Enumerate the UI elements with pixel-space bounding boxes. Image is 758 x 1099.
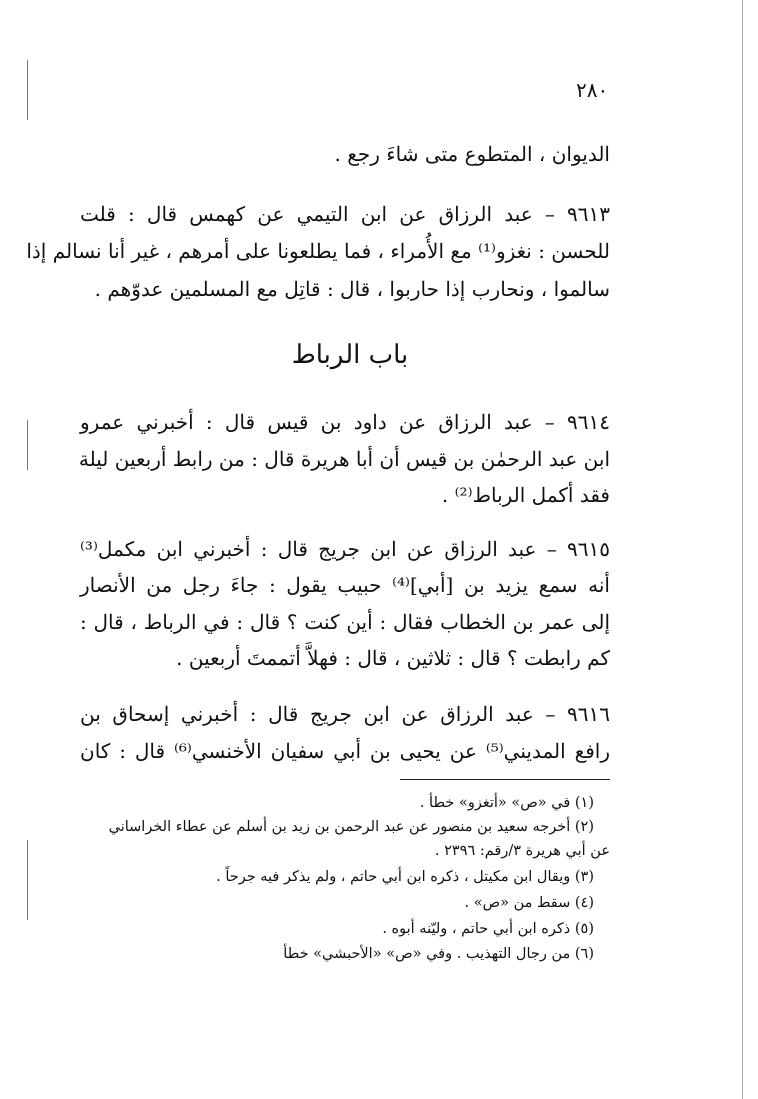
scan-edge-left-3 [27,840,28,920]
footnote-2: (٢) أخرجه سعيد بن منصور عن عبد الرحمن بن زيد بن أسلم عن عطاء الخراساني [108,819,594,835]
text-line-12: ٩٦١٦ – عبد الرزاق عن ابن جريج قال : أخبرني إسحاق بن [80,702,610,726]
page-number: ٢٨٠ [576,78,609,102]
text-line-11: كم رابطت ؟ قال : ثلاثين ، قال : فهلاَّ أتممتَ أربعين . [176,646,610,670]
text-line-13: رافع المديني⁽⁵⁾ عن يحيى بن أبي سفيان الأخنسي⁽⁶⁾ قال : كان [80,739,610,763]
section-heading: باب الرباط [291,340,409,370]
text-line-6: ابن عبد الرحمٰن بن قيس أن أبا هريرة قال : من رابط أربعين ليلة [78,447,610,471]
text-line-3: للحسن : نغزو⁽¹⁾ مع الأُمراء ، فما يطلعونا على أمرهم ، غير أنا نسالم إذا [26,239,610,263]
footnote-1: (١) في «ص» «أتغزو» خطأ . [419,795,594,811]
text-line-8: ٩٦١٥ – عبد الرزاق عن ابن جريج قال : أخبرني ابن مكمل⁽³⁾ [80,537,610,561]
footnote-4: (٤) سقط من «ص» . [464,895,594,911]
text-line-9: أنه سمع يزيد بن [أبي]⁽⁴⁾ حبيب يقول : جاءَ رجل من الأنصار [80,573,610,597]
footnote-divider [400,779,610,780]
text-line-7: فقد أكمل الرباط⁽²⁾ . [441,483,610,507]
text-line-2: ٩٦١٣ – عبد الرزاق عن ابن التيمي عن كهمس قال : قلت [80,202,610,226]
text-line-4: سالموا ، ونحارب إذا حاربوا ، قال : قاتِل مع المسلمين عدوّهم . [94,277,610,301]
footnote-6: (٦) من رجال التهذيب . وفي «ص» «الأحبشي» خطأ [283,946,594,962]
scan-edge-left-1 [27,60,28,120]
footnote-2-continued: عن أبي هريرة ٣/رقم: ٢٣٩٦ . [434,843,610,859]
footnote-3: (٣) ويقال ابن مكيتل ، ذكره ابن أبي حاتم ، ولم يذكر فيه جرحاً . [216,869,594,885]
footnote-5: (٥) ذكره ابن أبي حاتم ، وليّنه أبوه . [382,921,594,937]
scan-edge-right [742,0,743,1099]
text-line-10: إلى عمر بن الخطاب فقال : أين كنت ؟ قال : في الرباط ، قال : [80,610,610,634]
scan-edge-left-2 [27,420,28,470]
text-line-1: الديوان ، المتطوع متى شاءَ رجع . [334,142,610,166]
text-line-5: ٩٦١٤ – عبد الرزاق عن داود بن قيس قال : أخبرني عمرو [80,410,610,434]
